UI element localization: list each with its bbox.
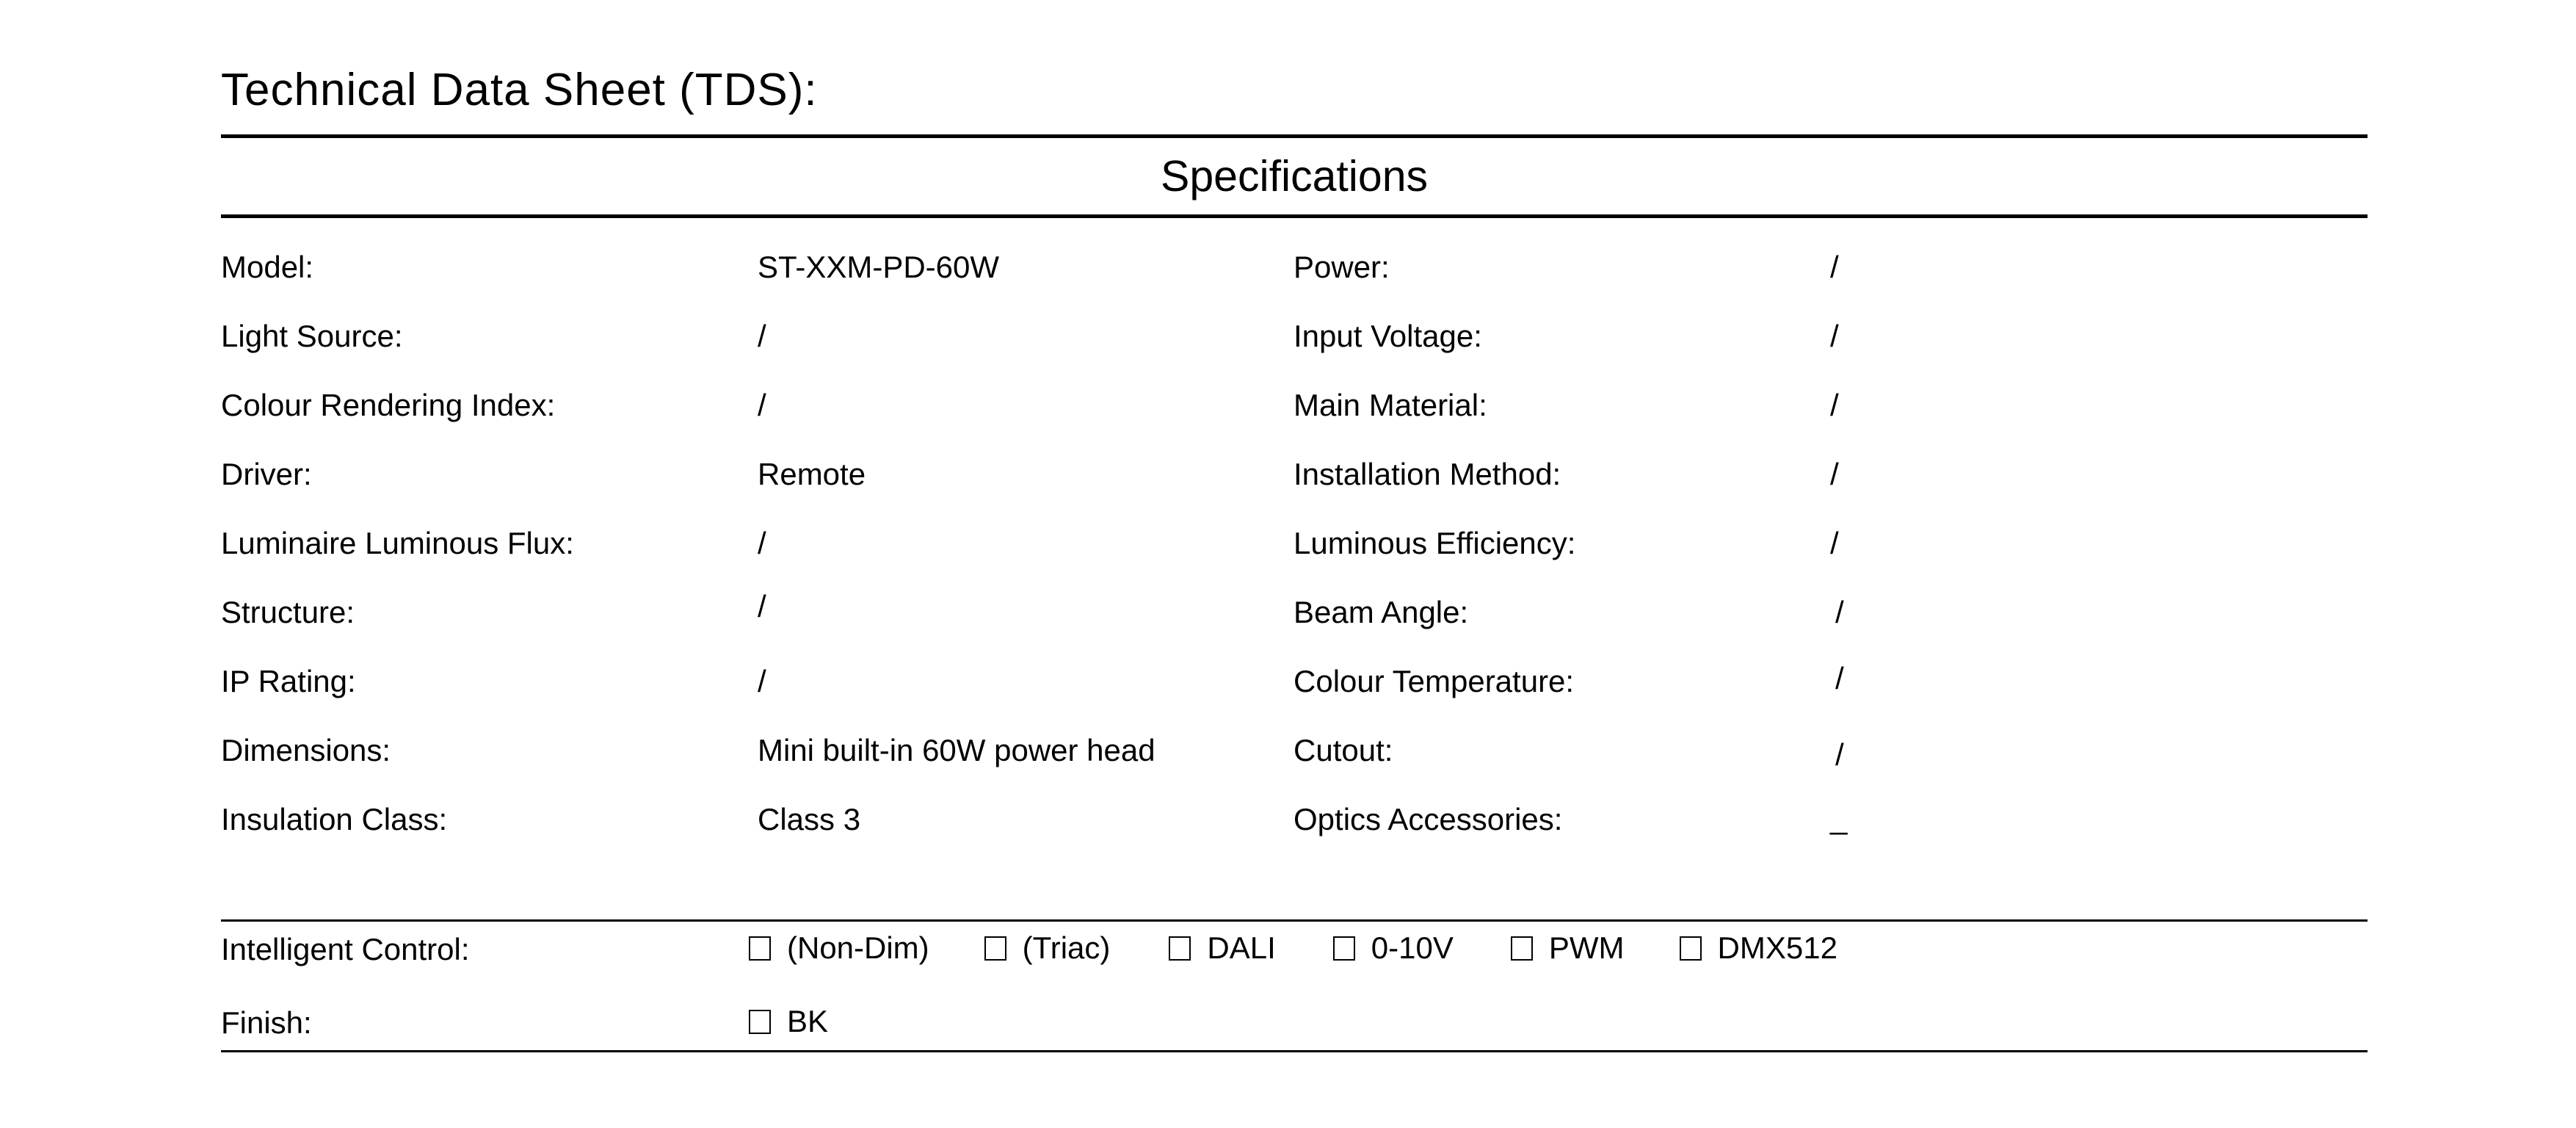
checkbox-pwm[interactable]	[1511, 936, 1533, 961]
document-title: Technical Data Sheet (TDS):	[221, 65, 818, 115]
option-0-10v[interactable]	[1333, 930, 1454, 966]
spec-label-cutout: Cutout:	[1294, 733, 1393, 767]
spec-label-luminous-efficiency: Luminous Efficiency:	[1294, 526, 1576, 560]
spec-label-colour-temperature: Colour Temperature:	[1294, 664, 1575, 698]
finish-options	[749, 1001, 868, 1042]
spec-label-model: Model:	[221, 250, 314, 284]
spec-value-power: /	[1830, 250, 1839, 284]
spec-value-colour-temperature: /	[1835, 661, 1844, 695]
spec-value-dimensions: Mini built-in 60W power head	[758, 733, 1155, 767]
option-label-0-10v: 0-10V	[1371, 930, 1454, 965]
checkbox-bk[interactable]	[749, 1010, 771, 1034]
spec-value-luminous-flux: /	[758, 526, 766, 560]
spec-label-optics-accessories: Optics Accessories:	[1294, 802, 1563, 836]
checkbox-0-10v[interactable]	[1333, 936, 1355, 961]
option-dali[interactable]	[1169, 930, 1275, 966]
checkbox-dmx512[interactable]	[1680, 936, 1702, 961]
option-label-pwm: PWM	[1548, 930, 1625, 965]
intelligent-control-label: Intelligent Control:	[221, 932, 470, 966]
controls-bottom-divider	[221, 1050, 2368, 1052]
specifications-divider	[221, 214, 2368, 218]
checkbox-non-dim[interactable]	[749, 936, 771, 961]
spec-value-light-source: /	[758, 319, 766, 353]
checkbox-triac[interactable]	[984, 936, 1006, 961]
intelligent-control-options	[749, 928, 1878, 969]
spec-value-ip-rating: /	[758, 664, 766, 698]
spec-value-driver: Remote	[758, 457, 866, 491]
spec-label-driver: Driver:	[221, 457, 312, 491]
controls-top-divider	[221, 919, 2368, 922]
option-triac[interactable]	[984, 930, 1111, 966]
option-label-dali: DALI	[1207, 930, 1276, 965]
option-dmx512[interactable]	[1680, 930, 1837, 966]
spec-value-installation-method: /	[1830, 457, 1839, 491]
spec-value-model: ST-XXM-PD-60W	[758, 250, 1000, 284]
option-label-non-dim: (Non-Dim)	[787, 930, 929, 965]
title-divider	[221, 134, 2368, 138]
spec-value-input-voltage: /	[1830, 319, 1839, 353]
spec-value-optics-accessories: _	[1830, 800, 1848, 835]
spec-value-beam-angle: /	[1835, 595, 1844, 629]
spec-label-structure: Structure:	[221, 595, 355, 629]
spec-label-input-voltage: Input Voltage:	[1294, 319, 1482, 353]
spec-value-insulation-class: Class 3	[758, 802, 861, 836]
spec-label-ip-rating: IP Rating:	[221, 664, 356, 698]
option-pwm[interactable]	[1511, 930, 1625, 966]
option-label-bk: BK	[787, 1004, 829, 1038]
spec-value-cutout: /	[1835, 737, 1844, 772]
spec-value-colour-rendering-index: /	[758, 388, 766, 422]
checkbox-dali[interactable]	[1169, 936, 1191, 961]
spec-value-main-material: /	[1830, 388, 1839, 422]
spec-label-luminous-flux: Luminaire Luminous Flux:	[221, 526, 574, 560]
spec-label-beam-angle: Beam Angle:	[1294, 595, 1469, 629]
specifications-heading: Specifications	[1160, 152, 1429, 200]
finish-label: Finish:	[221, 1005, 312, 1040]
spec-label-main-material: Main Material:	[1294, 388, 1487, 422]
spec-label-power: Power:	[1294, 250, 1390, 284]
spec-label-light-source: Light Source:	[221, 319, 403, 353]
spec-label-dimensions: Dimensions:	[221, 733, 391, 767]
spec-value-structure: /	[758, 589, 766, 623]
spec-label-colour-rendering-index: Colour Rendering Index:	[221, 388, 556, 422]
spec-label-insulation-class: Insulation Class:	[221, 802, 448, 836]
option-label-dmx512: DMX512	[1717, 930, 1837, 965]
option-label-triac: (Triac)	[1022, 930, 1111, 965]
spec-label-installation-method: Installation Method:	[1294, 457, 1561, 491]
option-bk[interactable]	[749, 1003, 828, 1040]
spec-value-luminous-efficiency: /	[1830, 526, 1839, 560]
option-non-dim[interactable]	[749, 930, 929, 966]
